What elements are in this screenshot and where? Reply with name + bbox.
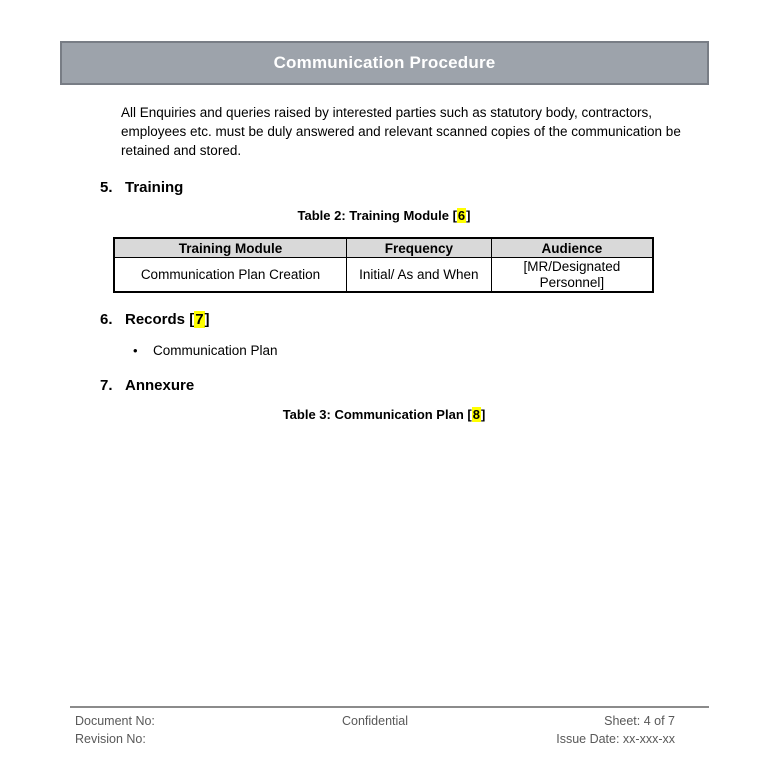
cell-frequency: Initial/ As and When [346, 258, 491, 293]
section-title-text: Records [ [125, 311, 195, 328]
col-header-training-module: Training Module [114, 238, 346, 258]
caption-highlighted-ref: 6 [457, 208, 466, 223]
revision-no-label: Revision No: [75, 732, 146, 746]
table2-caption [0, 208, 768, 223]
caption-text: Table 3: Communication Plan [ [282, 407, 472, 422]
cell-audience: [MR/Designated Personnel] [491, 258, 653, 293]
section-title [125, 311, 210, 328]
table3-caption [0, 407, 768, 422]
sheet-label: Sheet: 4 of 7 [604, 714, 675, 728]
footer-right-block [475, 712, 709, 748]
confidential-label: Confidential [341, 714, 408, 728]
caption-text: Table 2: Training Module [ [297, 208, 457, 223]
bullet-icon: • [133, 343, 138, 358]
footer-divider [70, 706, 709, 708]
document-no-label: Document No: [75, 714, 155, 728]
table-row [114, 258, 653, 293]
intro-paragraph: All Enquiries and queries raised by interested parties such as statutory body, contractors, employees etc. must be duly answered and relevant scanned copies of the communication be retained and stored. [121, 105, 681, 158]
section-highlighted-ref: 7 [195, 311, 204, 328]
section-title-suffix: ] [204, 311, 210, 328]
issue-date-label: Issue Date: xx-xxx-xx [556, 732, 675, 746]
footer-left-block [70, 712, 275, 748]
section-heading-records [100, 311, 210, 328]
col-header-audience: Audience [491, 238, 653, 258]
section-title: Annexure [125, 377, 195, 394]
document-title: Communication Procedure [273, 53, 496, 72]
section-number: 7. [100, 377, 113, 394]
footer-center-block [275, 712, 475, 748]
caption-text-suffix: ] [480, 407, 486, 422]
cell-training-module: Communication Plan Creation [114, 258, 346, 293]
table-header-row [114, 238, 653, 258]
page-footer [70, 712, 709, 748]
section-number: 6. [100, 311, 113, 328]
training-module-table [113, 237, 654, 293]
records-list-item [133, 343, 278, 358]
caption-highlighted-ref: 8 [472, 407, 480, 422]
section-title: Training [125, 179, 184, 196]
section-heading-annexure [100, 377, 194, 394]
records-list-item-label: Communication Plan [153, 343, 278, 358]
document-title-banner [60, 41, 709, 85]
caption-text-suffix: ] [466, 208, 471, 223]
section-number: 5. [100, 179, 113, 196]
section-heading-training [100, 179, 183, 196]
col-header-frequency: Frequency [346, 238, 491, 258]
